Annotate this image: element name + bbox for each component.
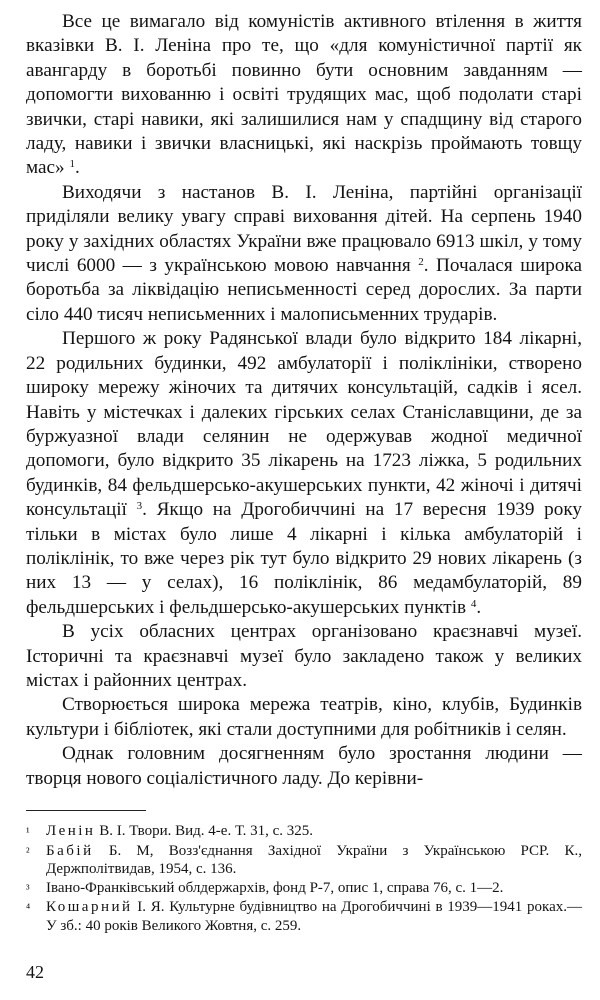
footnote-ref-2: 2 <box>418 256 424 269</box>
footnote-author: Ленін <box>46 823 96 839</box>
footnote-ref-1: 1 <box>69 158 75 171</box>
paragraph-5: Створюється широка мережа театрів, кіно, клубів, Будинків культури і бібліотек, які стали доступними для робітників і селян. <box>26 694 582 740</box>
main-text <box>26 10 582 791</box>
footnote-2: ² Бабій Б. М, Возз'єднання Західної України з Українською РСР. К., Держполітвидав, 1954, с. 136. <box>26 842 582 877</box>
footnotes <box>26 822 582 935</box>
footnote-3: ³ Івано-Франківський облдержархів, фонд Р-7, опис 1, справа 76, с. 1—2. <box>26 879 582 899</box>
footnote-ref-4: 4 <box>470 597 477 610</box>
footnote-4: ⁴ Кошарний І. Я. Культурне будівництво на Дрогобиччині в 1939—1941 роках.— У зб.: 40 років Великого Жовтня, с. 259. <box>26 899 582 934</box>
footnote-ref-3: 3 <box>136 500 143 513</box>
footnote-mark: ⁴ <box>26 901 31 915</box>
footnote-mark: ¹ <box>26 825 30 839</box>
paragraph-2: Виходячи з настанов В. І. Леніна, партійні організації приділяли велику увагу справі виховання дітей. На серпень 1940 року у західних областях України вже працювало 6913 шкіл, у тому числі 6000 — з українською мовою навчання $^2$. Почалася широка боротьба за ліквідацію неписьменності серед дорослих. За парти сіло 440 тисяч неписьменних і малописьменних трударів. <box>26 181 583 325</box>
footnote-mark: ² <box>26 844 30 859</box>
footnote-author: Кошарний <box>46 899 133 915</box>
paragraph-1: Все це вимагало від комуністів активного втілення в життя вказівки В. І. Леніна про те, що «для комуністичної партії як авангарду в боротьбі повинно бути основним завданням — допомогти вихованню і освіті трудящих мас, щоб подолати старі звички, старі навики, які залишилися нам у спадщину від старого ладу, навики і звички власницькі, які наскрізь проймають товщу мас» $^1$. <box>26 11 582 179</box>
paragraph-6: Однак головним досягненням було зростання людини — творця нового соціалістичного ладу. До керівни- <box>26 743 582 789</box>
footnote-1: ¹ Ленін В. І. Твори. Вид. 4-е. Т. 31, с. 325. <box>26 822 582 842</box>
paragraph-4: В усіх обласних центрах організовано краєзнавчі музеї. Історичні та краєзнавчі музеї було закладено також у великих містах і районних центрах. <box>26 621 582 691</box>
footnote-divider <box>26 810 146 811</box>
page-number: 42 <box>26 962 44 982</box>
paragraph-3: Першого ж року Радянської влади було відкрито 184 лікарні, 22 родильних будинки, 492 амбулаторії і поліклініки, створено широку мережу жіночих та дитячих консультацій, садків і ясел. Навіть у містечках і далеких гірських селах Станіславщини, де за буржуазної влади селянин не одержував жодної медичної допомоги, було відкрито 35 лікарень на 1723 ліжка, 5 родильних будинків, 84 фельдшерсько-акушерських пункти, 42 жіночі і дитячі консультації $^3$. Якщо на Дрогобиччині на 17 вересня 1939 року тільки в містах було лише 4 лікарні і кілька амбулаторій і поліклінік, то вже через рік тут було відкрито 29 нових лікарень (з них 13 — у селах), 16 поліклінік, 86 медамбулаторій, 89 фельдшерських і фельдшерсько-акушерських пунктів $^4$. <box>26 328 583 618</box>
footnote-mark: ³ <box>26 881 30 896</box>
footnote-author: Бабій <box>46 842 94 859</box>
